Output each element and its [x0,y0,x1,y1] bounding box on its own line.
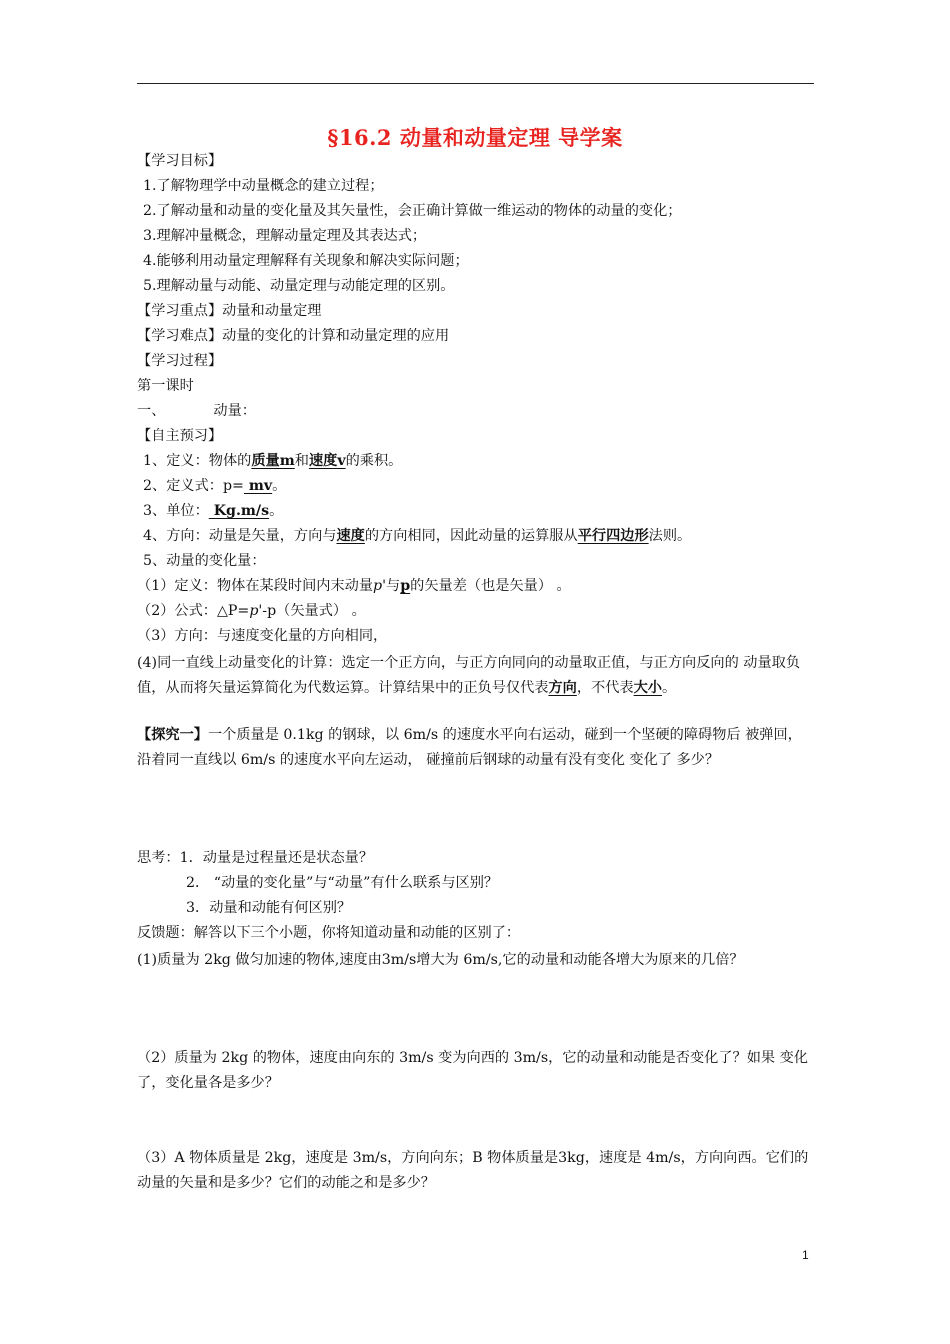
explore-one: 【探究一】一个质量是 0.1kg 的钢球，以 6m/s 的速度水平向右运动，碰到一个坚硬的障碍物后 被弹回， 沿着同一直线以 6m/s 的速度水平向左运动， 碰撞前后钢球的动量有没有变化 变化了 多少？ [137,727,802,768]
section-number: 一、 [137,403,166,419]
feedback-line: 反馈题：解答以下三个小题，你将知道动量和动能的区别了： [137,925,521,941]
goal-item: 5.理解动量与动能、动量定理与动能定理的区别。 [143,278,455,294]
change-heading: 5、动量的变化量： [143,553,266,569]
focus-line: 【学习重点】动量和动量定理 [137,303,322,319]
definition-line: 1、定义：物体的质量m和速度v的乘积。 [143,453,403,469]
question-three: （3）A 物体质量是 2kg，速度是 3m/s，方向向东；B 物体质量是3kg，速度是 4m/s，方向向西。它们的动量的矢量和是多少？它们的动能之和是多少？ [137,1150,809,1191]
question-two: （2）质量为 2kg 的物体，速度由向东的 3m/s 变为向西的 3m/s，它的动量和动能是否变化了？如果 变化了，变化量各是多少？ [137,1050,808,1091]
process-heading: 【学习过程】 [137,353,223,369]
question-one: (1)质量为 2kg 做匀加速的物体,速度由3m/s增大为 6m/s,它的动量和动能各增大为原来的几倍？ [137,952,744,968]
change-definition: （1）定义：物体在某段时间内末动量p'与p的矢量差（也是矢量） 。 [137,578,571,594]
velocity-term: 速度v [308,453,346,469]
think-item: 2． “动量的变化量”与“动量”有什么联系与区别？ [186,875,499,891]
goal-item: 2.了解动量和动量的变化量及其矢量性，会正确计算做一维运动的物体的动量的变化； [143,203,682,219]
lesson-label: 第一课时 [137,378,194,394]
unit-line: 3、单位： Kg.m/s。 [143,503,284,519]
header-rule [137,83,814,84]
formula-value: mv [243,478,273,494]
goal-item: 3.理解冲量概念，理解动量定理及其表达式； [143,228,427,244]
mass-term: 质量m [251,453,295,469]
direction-line: 4、方向：动量是矢量，方向与速度的方向相同，因此动量的运算服从平行四边形法则。 [143,528,692,544]
preview-heading: 【自主预习】 [137,428,223,444]
page-number: 1 [802,1248,809,1262]
explore-heading: 【探究一】 [137,727,208,743]
formula-line: 2、定义式：p= mv。 [143,478,287,494]
change-formula: （2）公式：△P=p'-p（矢量式） 。 [137,603,366,619]
goal-item: 4.能够利用动量定理解释有关现象和解决实际问题； [143,253,469,269]
section-heading [137,401,817,421]
page-title: §16.2 动量和动量定理 导学案 [327,125,623,150]
think-item: 3．动量和动能有何区别？ [186,900,352,916]
unit-value: Kg.m/s [208,503,270,519]
change-calculation: (4)同一直线上动量变化的计算：选定一个正方向，与正方向同向的动量取正值，与正方向反向的 动量取负值，从而将矢量运算简化为代数运算。计算结果中的正负号仅代表方向，不代表大小。 [137,655,801,696]
goals-heading: 【学习目标】 [137,153,223,169]
think-item: 思考：1．动量是过程量还是状态量？ [137,850,374,866]
difficulty-line: 【学习难点】动量的变化的计算和动量定理的应用 [137,328,450,344]
change-direction: （3）方向：与速度变化量的方向相同， [137,628,388,644]
goal-item: 1.了解物理学中动量概念的建立过程； [143,178,384,194]
section-name: 动量： [213,403,256,419]
